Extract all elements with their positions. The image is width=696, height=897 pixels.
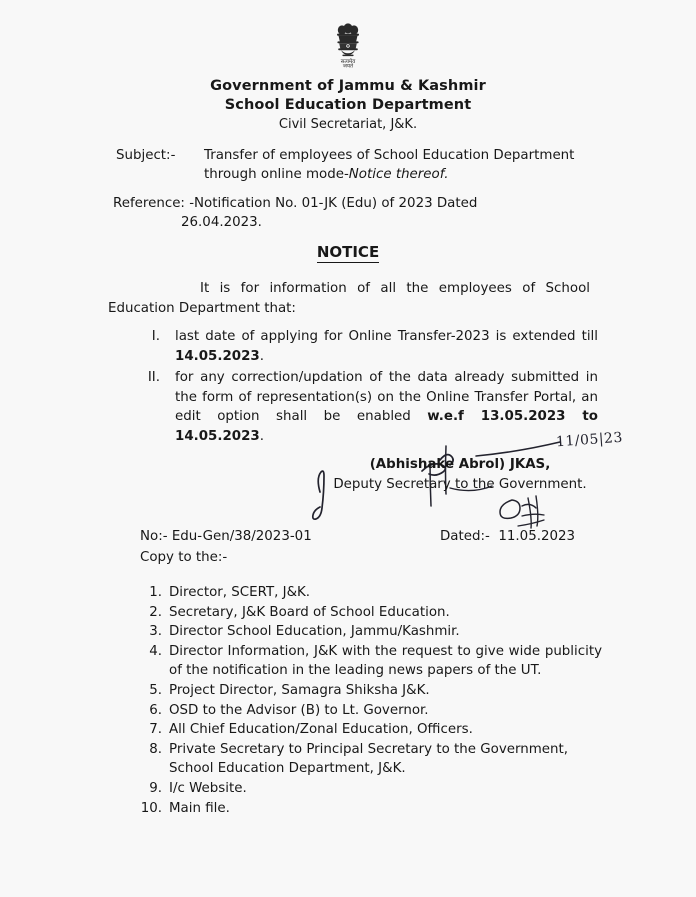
reference-line-1: Reference: -Notification No. 01-JK (Edu) of 2023 Dated: [113, 196, 478, 211]
roman-list-item: [128, 327, 598, 366]
copy-list-item-text: Main file.: [169, 800, 230, 816]
copy-list-item-text: Private Secretary to Principal Secretary to the Government, School Education Department, J&K.: [169, 741, 569, 777]
roman-list-item: [128, 368, 598, 446]
copy-list-item-text: Director Information, J&K with the request to give wide publicity of the notification in the leading news papers of the UT.: [169, 643, 602, 679]
signatory-name: (Abhishake Abrol) JKAS,: [369, 457, 551, 472]
copy-list-item-number: 7.: [149, 722, 162, 738]
subject-row: [116, 147, 616, 184]
copy-list-item-number: 8.: [149, 741, 162, 757]
copy-list-item: [140, 720, 602, 740]
document-header: [0, 78, 696, 134]
dated-value: 11.05.2023: [498, 529, 576, 544]
copy-list-item-number: 6.: [149, 702, 162, 718]
copy-list-item: [140, 642, 602, 681]
office-address: Civil Secretariat, J&K.: [278, 116, 418, 132]
copy-list-item-number: 3.: [149, 624, 162, 640]
body-paragraph: It is for information of all the employees of School Education Department that:: [108, 281, 590, 316]
india-national-emblem-icon: [331, 22, 365, 68]
copy-list-item-number: 2.: [149, 604, 162, 620]
file-number: [140, 529, 312, 544]
subject-text-italic: Notice thereof.: [348, 166, 449, 182]
copy-list-item: [140, 799, 602, 819]
copy-list-item-number: 1.: [149, 585, 162, 600]
copy-list-item: [140, 701, 602, 721]
copy-list-item-text: Project Director, Samagra Shiksha J&K.: [169, 682, 430, 698]
copy-list-item: [140, 740, 602, 779]
copy-list-item: [140, 779, 602, 799]
roman-list-item-number: I.: [151, 329, 160, 344]
svg-text:जयते: जयते: [342, 63, 354, 68]
copy-list-item-text: I/c Website.: [169, 780, 247, 796]
copy-to-label: Copy to the:-: [140, 550, 228, 565]
roman-list-item-number: II.: [147, 370, 160, 385]
roman-item-2-before: for any correction/updation of the data already submitted in the form of representation(s) on the Online Transfer Portal, an edit option shall be enabled: [175, 370, 598, 424]
copy-list-item-number: 10.: [140, 800, 162, 816]
copy-list-item: [140, 583, 602, 603]
copy-list-item-number: 9.: [149, 780, 162, 796]
file-number-value: Edu-Gen/38/2023-01: [171, 529, 312, 544]
subject-text: [204, 147, 594, 184]
roman-item-2-bold: w.e.f 13.05.2023 to 14.05.2023: [175, 409, 598, 444]
dated-label: Dated:-: [440, 529, 490, 544]
subject-label: Subject:-: [116, 148, 176, 163]
copy-list-item: [140, 603, 602, 623]
dated-line: [440, 529, 575, 544]
copy-list-item-text: Secretary, J&K Board of School Education.: [169, 604, 450, 620]
copy-list-item-number: 4.: [149, 643, 162, 659]
signatory-designation: Deputy Secretary to the Government.: [333, 477, 587, 492]
reference-line-2: 26.04.2023.: [181, 215, 262, 230]
roman-item-2-after: .: [259, 428, 264, 444]
department-name: School Education Department: [224, 96, 472, 113]
copy-list-item-text: OSD to the Advisor (B) to Lt. Governor.: [169, 702, 429, 718]
organization-name: Government of Jammu & Kashmir: [210, 78, 486, 94]
subject-text-plain: Transfer of employees of School Education Department through online mode-: [204, 148, 575, 182]
copy-list-item: [140, 681, 602, 701]
copy-list-item-text: Director School Education, Jammu/Kashmir.: [169, 624, 460, 640]
roman-numeral-list: [128, 327, 598, 448]
roman-list-item-text: [175, 368, 598, 446]
copy-list-item-text: All Chief Education/Zonal Education, Officers.: [169, 722, 473, 738]
emblem-container: [0, 22, 696, 72]
roman-list-item-text: [175, 327, 598, 366]
signature-block: [310, 455, 610, 495]
notice-heading-text: NOTICE: [316, 243, 380, 261]
file-number-label: No:-: [140, 529, 168, 544]
svg-text:सत्यमेव: सत्यमेव: [340, 59, 356, 66]
notice-heading: [0, 243, 696, 261]
copy-to-list: [140, 583, 602, 818]
copy-list-item-number: 5.: [149, 682, 162, 698]
roman-item-1-bold: 14.05.2023: [175, 348, 260, 364]
roman-item-1-after: .: [259, 348, 264, 364]
handwritten-date: 11/05|23: [555, 429, 624, 451]
copy-list-item-text: Director, SCERT, J&K.: [169, 585, 311, 600]
reference-row: [113, 194, 613, 232]
copy-list-item: [140, 622, 602, 642]
roman-item-1-before: last date of applying for Online Transfer-2023 is extended till: [175, 329, 598, 344]
